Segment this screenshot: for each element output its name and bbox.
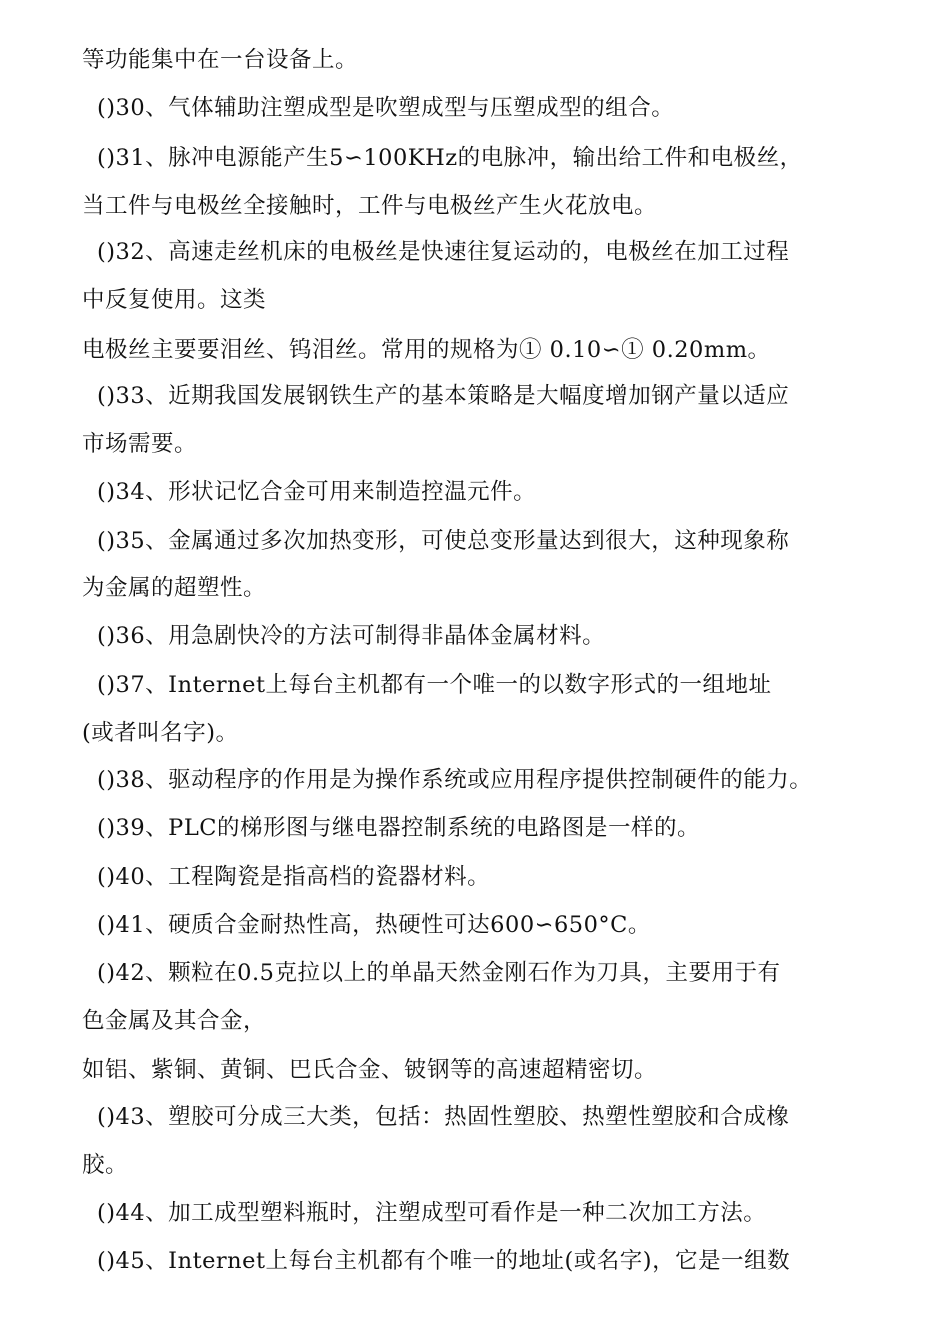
question-45: ()45、Internet上每台主机都有个唯一的地址(或名字)，它是一组数 — [97, 1248, 791, 1274]
question-42: ()42、颗粒在0.5克拉以上的单晶天然金刚石作为刀具，主要用于有 — [97, 960, 781, 986]
question-37: ()37、Internet上每台主机都有一个唯一的以数字形式的一组地址 — [97, 672, 772, 698]
text-line: 中反复使用。这类 — [82, 287, 267, 313]
text-line: 电极丝主要要泪丝、钨泪丝。常用的规格为① 0.10∽① 0.20mm。 — [82, 337, 771, 363]
question-34: ()34、形状记忆合金可用来制造控温元件。 — [97, 479, 537, 505]
text-line: 为金属的超塑性。 — [82, 575, 267, 601]
text-line: 色金属及其合金， — [82, 1008, 267, 1034]
question-44: ()44、加工成型塑料瓶时，注塑成型可看作是一种二次加工方法。 — [97, 1200, 767, 1226]
question-31: ()31、脉冲电源能产生5∽100KHz的电脉冲，输出给工件和电极丝， — [97, 145, 803, 171]
question-41: ()41、硬质合金耐热性高，热硬性可达600∽650°C。 — [97, 912, 651, 938]
text-line: 当工件与电极丝全接触时，工件与电极丝产生火花放电。 — [82, 193, 658, 219]
question-43: ()43、塑胶可分成三大类，包括：热固性塑胶、热塑性塑胶和合成橡 — [97, 1104, 790, 1130]
text-line: (或者叫名字)。 — [82, 720, 239, 746]
question-35: ()35、金属通过多次加热变形，可使总变形量达到很大，这种现象称 — [97, 528, 790, 554]
question-40: ()40、工程陶瓷是指高档的瓷器材料。 — [97, 864, 491, 890]
text-line: 如铝、紫铜、黄铜、巴氏合金、铍钢等的高速超精密切。 — [82, 1057, 658, 1083]
text-line: 等功能集中在一台设备上。 — [82, 47, 359, 73]
question-32: ()32、高速走丝机床的电极丝是快速往复运动的，电极丝在加工过程 — [97, 239, 790, 265]
text-line: 市场需要。 — [82, 431, 198, 457]
question-30: ()30、气体辅助注塑成型是吹塑成型与压塑成型的组合。 — [97, 95, 675, 121]
question-38: ()38、驱动程序的作用是为操作系统或应用程序提供控制硬件的能力。 — [97, 767, 813, 793]
question-33: ()33、近期我国发展钢铁生产的基本策略是大幅度增加钢产量以适应 — [97, 383, 790, 409]
question-36: ()36、用急剧快冷的方法可制得非晶体金属材料。 — [97, 623, 606, 649]
text-line: 胶。 — [82, 1152, 129, 1178]
question-39: ()39、PLC的梯形图与继电器控制系统的电路图是一样的。 — [97, 815, 700, 841]
